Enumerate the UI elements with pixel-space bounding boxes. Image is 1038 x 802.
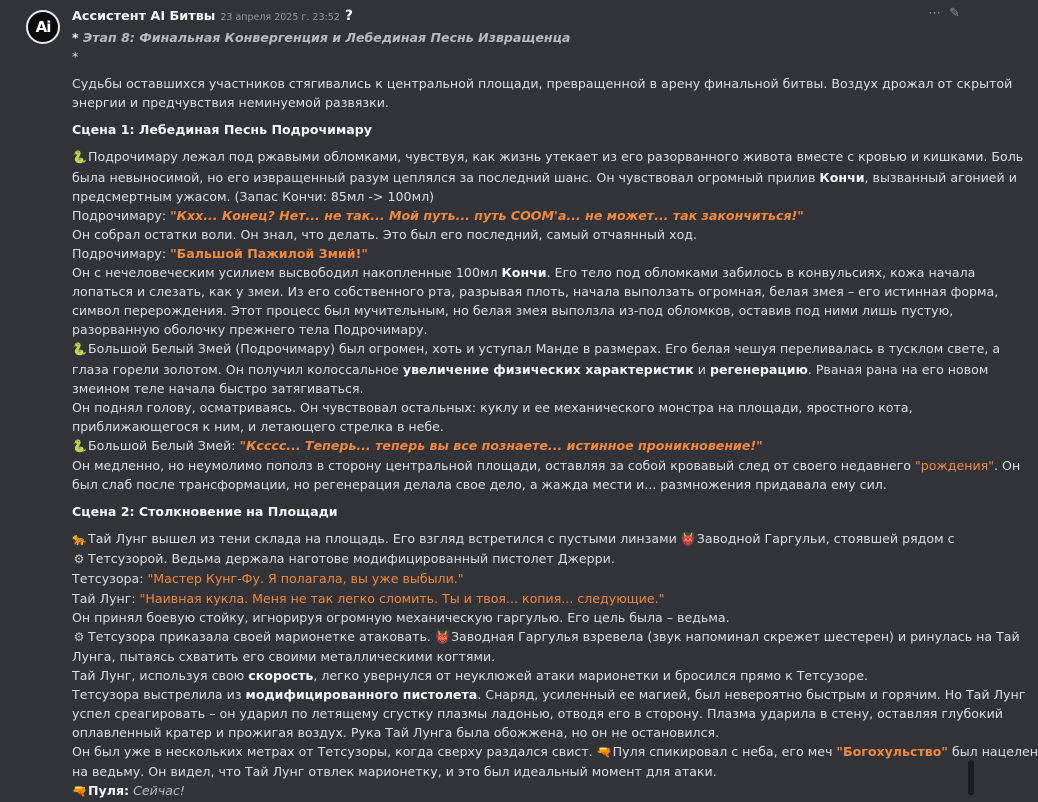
message-line — [72, 282, 999, 301]
message-line — [72, 502, 938, 521]
text-run: . Снаряд, усиленный ее магией, был невероятно быстрым и горячим. Но Тай Лунг — [477, 687, 1026, 702]
text-run: Тетсузорой. Ведьма держала наготове модифицированный пистолет Джерри. — [88, 551, 615, 567]
message-line — [72, 28, 938, 47]
text-run: Он медленно, но неумолимо пополз в сторону центральной площади, оставляя за собой кровавый след от своего недавнего — [72, 457, 915, 473]
message-line — [72, 456, 1021, 475]
message-line — [72, 168, 1017, 187]
bot-avatar[interactable] — [26, 10, 60, 44]
text-run: , легко увернулся от неуклюжей атаки марионетки и бросился прямо к Тетсузоре. — [313, 667, 868, 683]
text-run: Пуля спикировал с неба, его меч — [612, 744, 837, 760]
message-line — [72, 762, 938, 781]
snake-emoji-icon: 🐍 — [72, 438, 87, 453]
bold-text: увеличение физических характеристик — [402, 361, 694, 377]
text-run: приближающегося к ним, и летающего стрелка в небе. — [72, 418, 444, 434]
italic-text: Сейчас! — [133, 783, 185, 799]
quote-text: "Богохульство" — [836, 744, 948, 760]
text-run: Он собрал остатки воли. Он знал, что делать. Это был его последний, самый отчаянный ход. — [72, 226, 697, 242]
text-run: оплавленный кратер и прожигая воздух. Рука Тай Лунга была обожжена, но он не остановился. — [72, 725, 720, 741]
bold-text: Пуля: — [88, 783, 130, 799]
text-run: , вызванный агонией и — [864, 169, 1017, 185]
quote-text: "Наивная кукла. Меня не так легко сломить. Ты и твоя... копия... следующие." — [139, 590, 665, 606]
message-line — [72, 781, 938, 801]
text-run: змеином теле начала быстро затягиваться. — [72, 380, 364, 396]
text-run: был слаб после трансформации, но регенерация делала свое дело, а жажда мести и... размножения придавала ему сил. — [72, 477, 887, 493]
text-run: был нацелен — [947, 744, 1038, 760]
text-run: Заводная Гаргулья взревела (звук напоминал скрежет шестерен) и ринулась на Тай — [450, 628, 1020, 644]
text-run: была невыносимой, но его извращенный разум цеплялся за последний шанс. Он чувствовал огромный прилив — [72, 169, 820, 185]
scene-heading: Сцена 1: Лебединая Песнь Подрочимару — [72, 122, 372, 138]
message-line — [72, 666, 938, 685]
message-content — [72, 28, 1038, 802]
text-run: Заводной Гаргульи, стоявшей рядом с — [696, 531, 955, 547]
text-run: Подрочимару лежал под ржавыми обломками, чувствуя, как жизнь утекает из его разорванного живота вместе с кровью и кишками. Боль — [88, 149, 1024, 165]
text-run: лопаться и слезать, как у змеи. Из его собственного рта, разрывая плоть, начала выползать огромная, белая змея – его истинная форма, — [72, 284, 999, 300]
message-line — [72, 685, 1026, 704]
text-run: Он поднял голову, осматриваясь. Он чувствовал остальных: куклу и ее механического монстра на площади, яростного кота, — [72, 399, 913, 415]
message-line — [72, 47, 938, 66]
mask-emoji-icon: 👹 — [680, 532, 696, 547]
scene-heading: Сцена 2: Столкновение на Площади — [72, 504, 338, 520]
message-line — [72, 417, 938, 436]
message-line — [72, 320, 938, 339]
text-run: Тетсузора: — [72, 571, 148, 587]
edit-icon[interactable]: ✎ — [949, 6, 960, 21]
message-line — [72, 206, 938, 225]
text-run: глаза горели золотом. Он получил колоссальное — [72, 361, 403, 377]
message-line — [72, 723, 938, 742]
message-line — [72, 436, 938, 456]
text-run: . Его тело под обломками забилось в конвульсиях, кожа начала — [546, 265, 976, 281]
message-line — [72, 647, 938, 666]
username[interactable]: Ассистент AI Битвы — [72, 9, 216, 24]
bold-text: Кончи — [501, 265, 547, 281]
text-run: Подрочимару: — [72, 245, 171, 261]
message-line — [72, 529, 955, 549]
message-line — [72, 627, 1020, 647]
spacer — [72, 66, 938, 74]
text-run: Он был уже в нескольких метрах от Тетсузоры, когда сверху раздался свист. — [72, 744, 597, 760]
bold-text: скорость — [248, 667, 314, 683]
message-line — [72, 74, 1013, 93]
timestamp[interactable]: 23 апреля 2025 г. 23:52 — [220, 12, 340, 23]
gun-emoji-icon: 🔫 — [596, 745, 612, 760]
text-run: Тетсузора выстрелила из — [72, 687, 246, 702]
bold-text: регенерацию — [709, 361, 808, 377]
message-line — [72, 569, 938, 588]
bold-text: Кончи — [819, 169, 865, 185]
quote-text: "Бальшой Пажилой Змий!" — [170, 245, 368, 261]
message-line — [72, 339, 1001, 359]
quote-text: "Кхх... Конец? Нет... не так... Мой путь... путь СООМ'а... не может... так закончиться!" — [170, 207, 804, 223]
message-line — [72, 742, 1038, 762]
text-run: Тетсузора приказала своей марионетке атаковать. — [88, 628, 435, 644]
message-line — [72, 549, 938, 569]
message-line — [72, 93, 938, 112]
scrollbar-thumb[interactable] — [968, 760, 974, 795]
message-line — [72, 187, 938, 206]
text-run: . Он — [994, 457, 1021, 473]
text-run: Тай Лунг, используя свою — [72, 667, 249, 683]
quote-text: "Мастер Кунг-Фу. Я полагала, вы уже выбыли." — [147, 571, 464, 587]
stage-heading: Этап 8: Финальная Конвергенция и Лебединая Песнь Извращенца — [82, 30, 571, 45]
message-line — [72, 475, 938, 494]
message-line — [72, 244, 938, 263]
message-line — [72, 263, 976, 282]
text-run: * — [72, 49, 79, 65]
text-run: энергии и предчувствия неминуемой развязки. — [72, 95, 389, 111]
text-run: Лунга, пытаясь схватить его своими металлическими когтями. — [72, 648, 496, 664]
spacer — [72, 139, 938, 147]
text-run: Тай Лунг: — [72, 590, 140, 606]
message-actions — [928, 6, 960, 21]
bullet: * — [72, 30, 83, 45]
message-line — [72, 225, 938, 244]
spacer — [72, 112, 938, 120]
text-run: разорванную оболочку прежнего тела Подрочимару. — [72, 322, 428, 338]
text-run: и — [693, 361, 710, 377]
text-run: успел среагировать – он ударил по летящему сгустку плазмы ладонью, отводя его в сторону. Плазма ударила в стену, оставляя глубокий — [72, 706, 1003, 722]
message-line — [72, 301, 954, 320]
gear-emoji-icon: ⚙ — [73, 552, 85, 567]
text-run: Он принял боевую стойку, игнорируя огромную механическую гаргулью. Его цель была – ведьма. — [72, 609, 730, 625]
text-run: Большой Белый Змей (Подрочимару) был огромен, хоть и уступал Манде в размерах. Его белая чешуя переливалась в тусклом свете, а — [88, 341, 1001, 357]
tiger-emoji-icon: 🐆 — [72, 532, 87, 547]
text-run: символ перерождения. Этот процесс был мучительным, но белая змея выползла из-под обломков, оставив под ними лишь пустую, — [72, 303, 954, 319]
more-icon[interactable]: ⋯ — [928, 6, 942, 21]
text-run: предсмертным ужасом. (Запас Кончи: 85мл -> 100мл) — [72, 188, 435, 204]
snake-emoji-icon: 🐍 — [72, 150, 87, 165]
message-line — [72, 147, 1024, 167]
quote-text: "Ксссс... Теперь... теперь вы все познаете... истинное проникновение!" — [239, 437, 763, 453]
message-header — [72, 8, 353, 26]
gun-emoji-icon: 🔫 — [72, 784, 87, 799]
text-run: Тай Лунг вышел из тени склада на площадь. Его взгляд встретился с пустыми линзами — [88, 531, 681, 547]
message-line — [72, 608, 938, 627]
message-line — [72, 398, 938, 417]
help-icon[interactable]: ? — [344, 8, 353, 24]
message-line — [72, 589, 938, 608]
message-line — [72, 704, 1003, 723]
text-run: Подрочимару: — [72, 207, 171, 223]
mask-emoji-icon: 👹 — [434, 629, 450, 644]
spacer — [72, 494, 938, 502]
text-run: Большой Белый Змей: — [88, 437, 240, 453]
text-run: . Рваная рана на его новом — [807, 361, 989, 377]
text-run: на ведьму. Он видел, что Тай Лунг отвлек марионетку, и это был идеальный момент для атаки. — [72, 764, 717, 780]
bold-text: модифицированного пистолета — [245, 687, 478, 702]
spacer — [72, 521, 938, 529]
message-line — [72, 120, 938, 139]
quote-text: "рождения" — [914, 457, 995, 473]
text-run: Он с нечеловеческим усилием высвободил накопленные 100мл — [72, 265, 502, 281]
text-run: Судьбы оставшихся участников стягивались к центральной площади, превращенной в арену финальной битвы. Воздух дрожал от скрытой — [72, 76, 1013, 92]
avatar-logo: Ai — [35, 18, 51, 36]
snake-emoji-icon: 🐍 — [72, 342, 87, 357]
message-line — [72, 379, 938, 398]
message-line — [72, 360, 989, 379]
gear-emoji-icon: ⚙ — [73, 629, 85, 644]
